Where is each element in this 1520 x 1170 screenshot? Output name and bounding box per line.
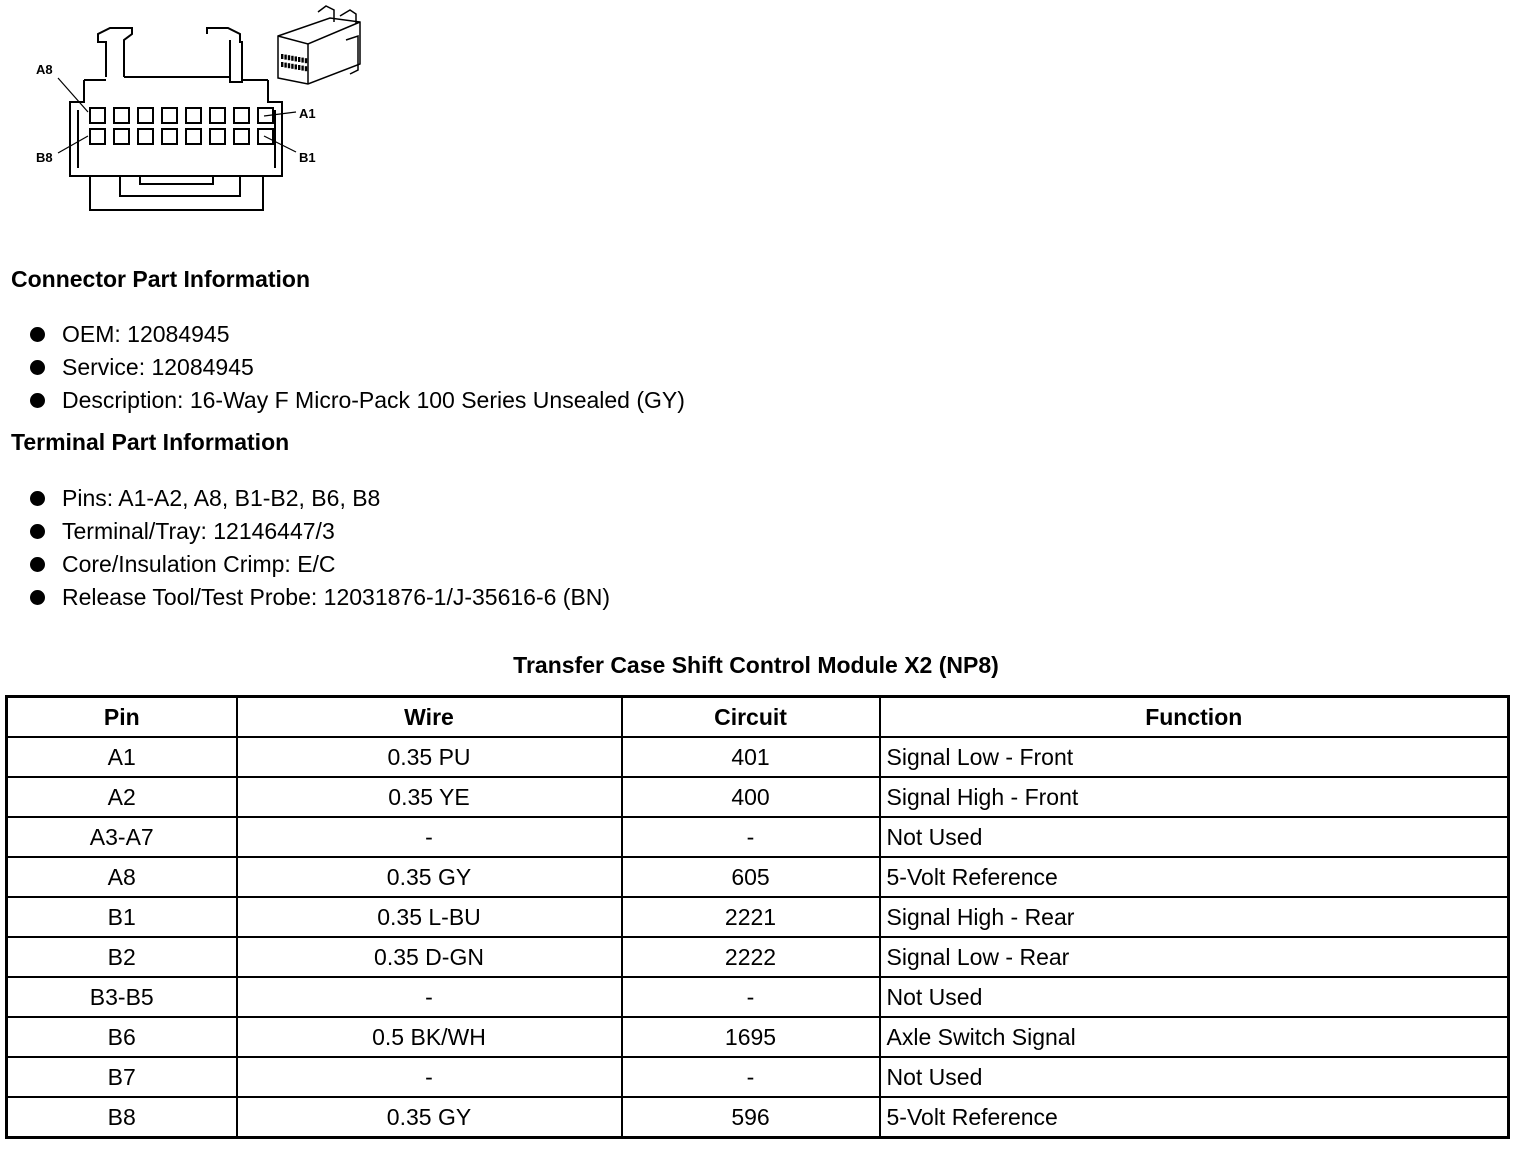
perspective-pin bbox=[281, 62, 283, 67]
perspective-pin bbox=[284, 55, 286, 60]
cell-circuit: - bbox=[622, 817, 880, 857]
perspective-pin bbox=[298, 57, 300, 62]
cell-circuit: 2222 bbox=[622, 937, 880, 977]
perspective-pin bbox=[305, 58, 307, 63]
cell-pin: A3-A7 bbox=[7, 817, 237, 857]
list-item-text: Service: 12084945 bbox=[62, 354, 254, 380]
table-row bbox=[7, 897, 1509, 937]
list-item bbox=[30, 581, 610, 614]
cell-function: Signal High - Front bbox=[880, 777, 1509, 817]
perspective-pin bbox=[288, 63, 290, 68]
cell-wire: 0.5 BK/WH bbox=[237, 1017, 622, 1057]
pin-cavity bbox=[210, 108, 225, 123]
cell-function: Not Used bbox=[880, 977, 1509, 1017]
table-row bbox=[7, 1097, 1509, 1138]
header-pin: Pin bbox=[7, 697, 237, 738]
label-a1: A1 bbox=[299, 106, 316, 121]
cell-wire: 0.35 GY bbox=[237, 857, 622, 897]
terminal-part-info-heading: Terminal Part Information bbox=[11, 429, 290, 455]
cell-function: Signal Low - Front bbox=[880, 737, 1509, 777]
table-row bbox=[7, 1057, 1509, 1097]
cell-function: Signal Low - Rear bbox=[880, 937, 1509, 977]
cell-circuit: 401 bbox=[622, 737, 880, 777]
table-header-row bbox=[7, 697, 1509, 738]
list-item bbox=[30, 318, 685, 351]
perspective-pin bbox=[298, 65, 300, 70]
list-item bbox=[30, 482, 610, 515]
bullet-icon bbox=[30, 327, 45, 342]
pin-cavity bbox=[234, 108, 249, 123]
list-item-text: Pins: A1-A2, A8, B1-B2, B6, B8 bbox=[62, 485, 381, 511]
bullet-icon bbox=[30, 590, 45, 605]
list-item-text: OEM: 12084945 bbox=[62, 321, 230, 347]
cell-pin: A1 bbox=[7, 737, 237, 777]
perspective-pin bbox=[288, 55, 290, 60]
cell-function: Axle Switch Signal bbox=[880, 1017, 1509, 1057]
table-row bbox=[7, 777, 1509, 817]
header-function: Function bbox=[880, 697, 1509, 738]
cell-pin: B8 bbox=[7, 1097, 237, 1138]
pin-cavity bbox=[162, 108, 177, 123]
cell-wire: 0.35 YE bbox=[237, 777, 622, 817]
perspective-pin bbox=[284, 63, 286, 68]
pin-cavity bbox=[162, 129, 177, 144]
table-row bbox=[7, 977, 1509, 1017]
perspective-pin bbox=[305, 66, 307, 71]
bullet-icon bbox=[30, 557, 45, 572]
terminal-part-info-list bbox=[30, 482, 610, 614]
label-b1: B1 bbox=[299, 150, 316, 165]
cell-pin: A8 bbox=[7, 857, 237, 897]
pin-cavity bbox=[114, 129, 129, 144]
perspective-pin bbox=[291, 56, 293, 61]
perspective-pin bbox=[291, 64, 293, 69]
cell-wire: 0.35 GY bbox=[237, 1097, 622, 1138]
cell-pin: B1 bbox=[7, 897, 237, 937]
cell-function: 5-Volt Reference bbox=[880, 1097, 1509, 1138]
table-row bbox=[7, 817, 1509, 857]
cell-pin: B3-B5 bbox=[7, 977, 237, 1017]
cell-circuit: - bbox=[622, 1057, 880, 1097]
bullet-icon bbox=[30, 360, 45, 375]
cell-wire: 0.35 PU bbox=[237, 737, 622, 777]
pin-cavity bbox=[90, 129, 105, 144]
perspective-pin bbox=[281, 54, 283, 59]
cell-circuit: 1695 bbox=[622, 1017, 880, 1057]
pin-cavity bbox=[138, 108, 153, 123]
cell-pin: B7 bbox=[7, 1057, 237, 1097]
perspective-pin bbox=[295, 56, 297, 61]
pin-cavity bbox=[90, 108, 105, 123]
label-a8: A8 bbox=[36, 62, 53, 77]
pin-cavity bbox=[114, 108, 129, 123]
cell-pin: B2 bbox=[7, 937, 237, 977]
pin-cavity bbox=[186, 129, 201, 144]
bullet-icon bbox=[30, 491, 45, 506]
table-row bbox=[7, 737, 1509, 777]
cell-circuit: 400 bbox=[622, 777, 880, 817]
header-wire: Wire bbox=[237, 697, 622, 738]
connector-perspective-view bbox=[278, 6, 360, 84]
table-row bbox=[7, 857, 1509, 897]
cell-function: Not Used bbox=[880, 817, 1509, 857]
label-b8: B8 bbox=[36, 150, 53, 165]
pin-cavity bbox=[138, 129, 153, 144]
cell-circuit: - bbox=[622, 977, 880, 1017]
connector-part-info-heading: Connector Part Information bbox=[11, 266, 311, 292]
table-row bbox=[7, 1017, 1509, 1057]
cell-circuit: 2221 bbox=[622, 897, 880, 937]
cell-wire: - bbox=[237, 1057, 622, 1097]
cell-circuit: 605 bbox=[622, 857, 880, 897]
pinout-table bbox=[5, 695, 1510, 1139]
cell-wire: 0.35 L-BU bbox=[237, 897, 622, 937]
cell-pin: B6 bbox=[7, 1017, 237, 1057]
perspective-pin bbox=[301, 58, 303, 63]
list-item-text: Release Tool/Test Probe: 12031876-1/J-35616-6 (BN) bbox=[62, 584, 611, 610]
header-circuit: Circuit bbox=[622, 697, 880, 738]
cell-function: Not Used bbox=[880, 1057, 1509, 1097]
connector-part-info-list bbox=[30, 318, 685, 417]
cell-function: 5-Volt Reference bbox=[880, 857, 1509, 897]
bullet-icon bbox=[30, 393, 45, 408]
table-title: Transfer Case Shift Control Module X2 (NP8) bbox=[513, 652, 999, 678]
list-item bbox=[30, 548, 610, 581]
perspective-pin bbox=[295, 64, 297, 69]
pin-cavity bbox=[234, 129, 249, 144]
cell-wire: 0.35 D-GN bbox=[237, 937, 622, 977]
cell-circuit: 596 bbox=[622, 1097, 880, 1138]
list-item-text: Terminal/Tray: 12146447/3 bbox=[62, 518, 335, 544]
bullet-icon bbox=[30, 524, 45, 539]
connector-diagram bbox=[0, 0, 380, 225]
list-item bbox=[30, 351, 685, 384]
list-item bbox=[30, 384, 685, 417]
cell-function: Signal High - Rear bbox=[880, 897, 1509, 937]
cell-wire: - bbox=[237, 977, 622, 1017]
cell-wire: - bbox=[237, 817, 622, 857]
list-item-text: Core/Insulation Crimp: E/C bbox=[62, 551, 336, 577]
table-row bbox=[7, 937, 1509, 977]
list-item-text: Description: 16-Way F Micro-Pack 100 Series Unsealed (GY) bbox=[62, 387, 685, 413]
pin-cavity bbox=[186, 108, 201, 123]
list-item bbox=[30, 515, 610, 548]
perspective-pin bbox=[301, 66, 303, 71]
pin-cavity bbox=[210, 129, 225, 144]
cell-pin: A2 bbox=[7, 777, 237, 817]
